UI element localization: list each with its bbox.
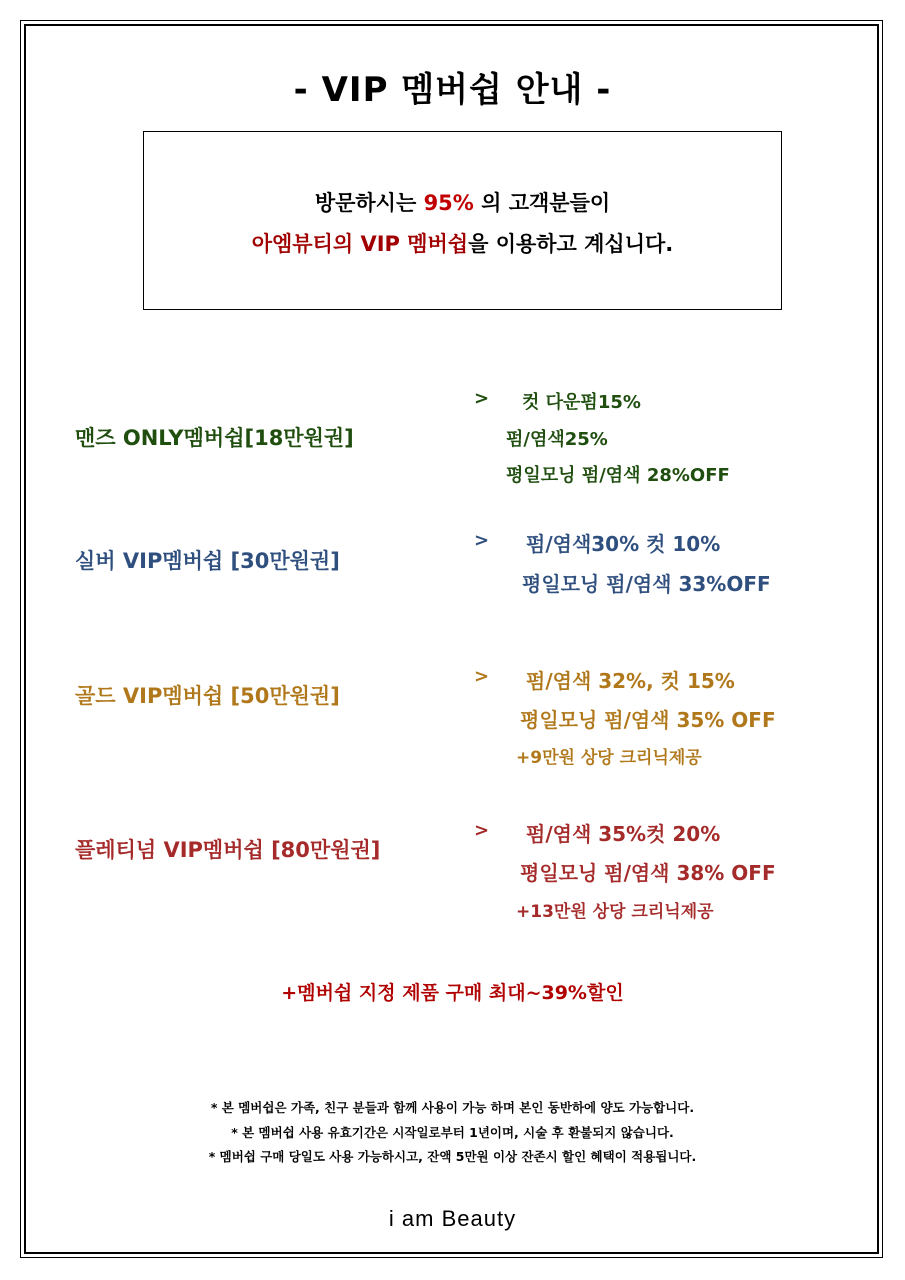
tier-platinum-name: 플레티넘 VIP멤버쉽 [80만원권] [75,838,381,862]
notice-line-1-post: 의 고객분들이 [481,191,611,215]
tier-silver-name: 실버 VIP멤버쉽 [30만원권] [75,549,340,573]
tier-platinum-benefit-2: 평일모닝 펌/염색 38% OFF [520,861,776,885]
tier-mens-arrow: > [474,388,490,409]
tier-mens-benefit-3: 평일모닝 펌/염색 28%OFF [506,465,730,486]
brand-logo-text: i am Beauty [388,1206,517,1231]
tier-gold-benefit-2: 평일모닝 펌/염색 35% OFF [520,708,776,732]
notice-box [143,131,782,310]
tier-mens-name: 맨즈 ONLY멤버쉽[18만원권] [75,426,354,450]
notice-line-1 [144,187,781,217]
tier-gold-name: 골드 VIP멤버쉽 [50만원권] [75,684,340,708]
notice-vip-highlight: 아엠뷰티의 VIP 멤버쉽 [251,232,469,256]
promo-discount: +멤버쉽 지정 제품 구매 최대~39%할인 [281,982,624,1004]
footnote-2: * 본 멤버쉽 사용 유효기간은 시작일로부터 1년이며, 시술 후 환불되지 않습니다. [231,1125,674,1140]
tier-mens-benefit-2: 펌/염색25% [506,429,608,450]
footnote-1: * 본 멤버쉽은 가족, 친구 분들과 함께 사용이 가능 하며 본인 동반하에 양도 가능합니다. [210,1100,695,1115]
tier-silver-benefit-2: 평일모닝 펌/염색 33%OFF [522,572,771,596]
tier-gold-benefit-1: 펌/염색 32%, 컷 15% [526,669,735,693]
tier-gold-benefit-3: +9만원 상당 크리닉제공 [516,748,702,768]
tier-platinum-benefit-3: +13만원 상당 크리닉제공 [516,902,714,922]
tier-platinum-benefit-1: 펌/염색 35%컷 20% [526,822,721,846]
tier-silver-benefit-1: 펌/염색30% 컷 10% [526,532,721,556]
tier-silver-arrow: > [474,530,490,551]
notice-line-2-post: 을 이용하고 계십니다. [468,232,674,256]
tier-mens-benefit-1: 컷 다운펌15% [522,392,641,413]
tier-platinum-arrow: > [474,820,490,841]
page-title: - VIP 멤버쉽 안내 - [293,70,612,110]
footnote-3: * 멤버쉽 구매 당일도 사용 가능하시고, 잔액 5만원 이상 잔존시 할인 혜택이 적용됩니다. [208,1149,697,1164]
notice-line-2 [144,228,781,258]
tier-gold-arrow: > [474,666,490,687]
notice-line-1-pre: 방문하시는 [314,191,417,215]
notice-percent: 95% [423,191,474,215]
